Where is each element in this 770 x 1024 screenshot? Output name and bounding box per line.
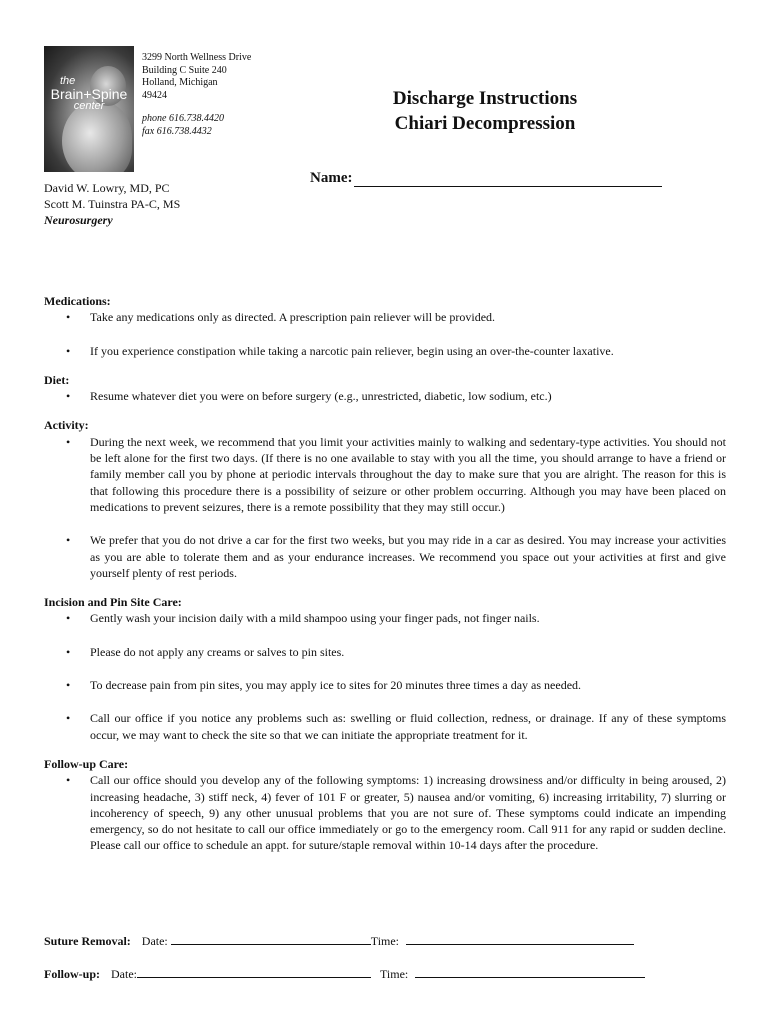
date-label: Date: — [141, 934, 168, 948]
instructions-body — [44, 293, 726, 854]
section-diet — [44, 372, 726, 405]
bullet: • — [66, 533, 71, 548]
item-text: We prefer that you do not drive a car for the first two weeks, but you may ride in a car as desired. You may increase your activities as you are able to tolerate them and as your endurance increases. We recommend you space out your activities at first and give yourself plenty of rest periods. — [90, 533, 726, 580]
time-label: Time: — [380, 967, 409, 981]
list-item — [44, 309, 726, 325]
logo-text — [44, 76, 134, 112]
date-label: Date: — [111, 967, 138, 981]
list-item — [44, 710, 726, 743]
bullet: • — [66, 310, 71, 325]
clinic-address — [142, 52, 251, 138]
item-text: Call our office if you notice any problems such as: swelling or fluid collection, redness, or drainage. If any of these symptoms occur, we may want to check the site so that we can initiate the appropriate treatment for it. — [90, 711, 726, 742]
item-text: To decrease pain from pin sites, you may apply ice to sites for 20 minutes three times a day as needed. — [90, 678, 582, 693]
item-text: During the next week, we recommend that you limit your activities mainly to walking and sedentary-type activities. You should not be left alone for the first two days. (If there is no one available to stay with you all the time, you should arrange to have a friend or family member call you by phone at periodic intervals throughout the day to make sure that you are alright. The reason for this is that following this procedure there is a possibility of seizure or other problem occurring. Although you may have been placed on medications to prevent seizures, there is a remote possibility that they may still occur.) — [90, 434, 726, 514]
item-text: If you experience constipation while taking a narcotic pain reliever, begin using an over-the-counter laxative. — [90, 343, 614, 358]
list-item — [44, 772, 726, 853]
suture-date-field[interactable] — [171, 932, 371, 945]
list-item — [44, 677, 726, 693]
item-text: Call our office should you develop any of the following symptoms: 1) increasing drowsiness and/or difficulty in being aroused, 2) increasing headache, 3) stiff neck, 4) fever of 101 F or greater, 5) nausea and/or vomiting, 6) increasing irritability, 7) slurring or incoherency of speech, 9) any other unusual problems that you are not sure of. These symptoms could indicate an impending emergency, so do not hesitate to call our office immediately or go to the emergency room. Call 911 for any rapid or sudden decline. Please call our office to schedule an appt. for suture/staple removal within 10-14 days after the procedure. — [90, 773, 726, 853]
phone-number: phone 616.738.4420 — [142, 113, 224, 124]
name-underline[interactable] — [354, 170, 662, 187]
list-item — [44, 388, 726, 404]
bullet: • — [66, 773, 71, 788]
item-text: Take any medications only as directed. A prescription pain reliever will be provided. — [90, 310, 496, 325]
item-text: Resume whatever diet you were on before surgery (e.g., unrestricted, diabetic, low sodium, etc.) — [90, 389, 552, 404]
address-line: Holland, Michigan — [142, 77, 218, 88]
section-title: Activity: — [44, 418, 89, 433]
logo-center: center — [73, 100, 105, 112]
bullet: • — [66, 611, 71, 626]
title-line-1: Discharge Instructions — [392, 88, 578, 109]
section-followup-care — [44, 756, 726, 854]
bullet: • — [66, 389, 71, 404]
section-title: Follow-up Care: — [44, 756, 129, 771]
provider-list — [44, 180, 180, 228]
address-line: Building C Suite 240 — [142, 64, 227, 76]
list-item — [44, 532, 726, 581]
title-line-2: Chiari Decompression — [394, 113, 576, 134]
name-label: Name: — [310, 170, 353, 186]
bullet: • — [66, 343, 71, 358]
list-item — [44, 343, 726, 359]
list-item — [44, 644, 726, 660]
section-title: Medications: — [44, 294, 111, 308]
list-item — [44, 434, 726, 515]
address-line: 49424 — [142, 89, 167, 101]
list-item — [44, 610, 726, 626]
suture-removal-label: Suture Removal: — [44, 934, 131, 948]
followup-time-field[interactable] — [415, 965, 645, 978]
followup-date-field[interactable] — [137, 965, 371, 978]
followup-row — [44, 965, 645, 982]
bullet: • — [66, 644, 71, 659]
document-title — [360, 86, 610, 136]
logo-the: the — [60, 75, 76, 87]
provider-name: David W. Lowry, MD, PC — [44, 181, 170, 195]
provider-name: Scott M. Tuinstra PA-C, MS — [44, 197, 181, 211]
bullet: • — [66, 711, 71, 726]
followup-label: Follow-up: — [44, 967, 101, 981]
section-medications — [44, 293, 726, 359]
brain-spine-center-logo — [44, 46, 134, 172]
patient-name-field[interactable] — [310, 170, 662, 187]
bullet: • — [66, 434, 71, 449]
section-title: Diet: — [44, 372, 70, 387]
section-title: Incision and Pin Site Care: — [44, 595, 182, 610]
suture-removal-row — [44, 932, 634, 949]
address-line: 3299 North Wellness Drive — [142, 52, 252, 63]
logo-brand: Brain+Spine — [50, 86, 128, 102]
suture-time-field[interactable] — [406, 932, 634, 945]
bullet: • — [66, 678, 71, 693]
section-incision-care — [44, 594, 726, 743]
department-label: Neurosurgery — [44, 213, 113, 227]
item-text: Please do not apply any creams or salves to pin sites. — [90, 644, 345, 659]
time-label: Time: — [370, 934, 400, 948]
fax-number: fax 616.738.4432 — [142, 125, 212, 137]
section-activity — [44, 417, 726, 581]
item-text: Gently wash your incision daily with a mild shampoo using your finger pads, not finger nails. — [90, 611, 540, 626]
